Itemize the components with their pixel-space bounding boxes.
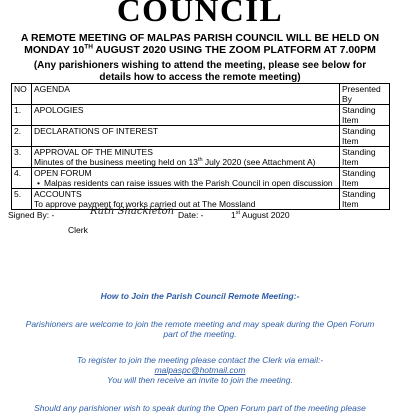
row-number: 5. [12, 189, 32, 210]
council-title: COUNCIL [116, 0, 284, 29]
join-paragraph-welcome: Parishioners are welcome to join the remote meeting and may speak during the Open Forum part of the meeting. [25, 319, 375, 339]
meeting-heading [20, 32, 380, 56]
row-bullet: • Malpas residents can raise issues with the Parish Council in open discussion [34, 178, 337, 188]
row-item-cell [32, 168, 340, 189]
header-no: NO [12, 84, 32, 105]
header-presented-by: Presented By [340, 84, 390, 105]
row-item: APOLOGIES [32, 105, 340, 126]
date-label: Date: - [178, 210, 204, 220]
row-item: OPEN FORUM [34, 168, 92, 178]
row-presented-by: Standing Item [340, 147, 390, 168]
agenda-header-row [12, 84, 390, 105]
join-title: How to Join the Parish Council Remote Meeting:- [100, 291, 300, 301]
date-value [231, 210, 290, 220]
row-item: ACCOUNTS [34, 189, 82, 199]
table-row [12, 147, 390, 168]
row-detail-end: July 2020 (see Attachment A) [202, 157, 316, 167]
register-instruction: To register to join the meeting please contact the Clerk via email:- [76, 355, 324, 365]
row-detail-start: Minutes of the business meeting held on 13 [34, 157, 198, 167]
header-agenda: AGENDA [32, 84, 340, 105]
join-paragraph-speak: Should any parishioner wish to speak during the Open Forum part of the meeting please [34, 403, 366, 413]
row-number: 2. [12, 126, 32, 147]
row-detail: To approve payment for works carried out at The Mossland [34, 199, 256, 209]
date-day: 1 [231, 210, 236, 220]
row-presented-by: Standing Item [340, 126, 390, 147]
join-instructions [20, 291, 380, 413]
row-presented-by: Standing Item [340, 105, 390, 126]
agenda-table [11, 83, 390, 210]
attendance-note-line-2: details how to access the remote meeting) [99, 72, 301, 83]
signatory-role: Clerk [68, 225, 88, 235]
row-item: APPROVAL OF THE MINUTES [34, 147, 153, 157]
row-item-cell [32, 189, 340, 210]
date-month-year: August 2020 [240, 210, 290, 220]
row-detail [34, 157, 337, 167]
table-row [12, 105, 390, 126]
table-row [12, 189, 390, 210]
clerk-signature: Ruth Shackleton [90, 206, 175, 217]
heading-line-2 [20, 44, 380, 56]
heading-line-2-start: MONDAY 10 [24, 44, 85, 56]
row-item-cell [32, 147, 340, 168]
attendance-note-line-1: (Any parishioners wishing to attend the meeting, please see below for [33, 60, 367, 71]
row-item: DECLARATIONS OF INTEREST [32, 126, 340, 147]
row-presented-by: Standing Item [340, 189, 390, 210]
date-ordinal-suffix: st [235, 210, 241, 217]
join-paragraph-register [20, 355, 380, 385]
row-number: 1. [12, 105, 32, 126]
row-number: 3. [12, 147, 32, 168]
table-row [12, 126, 390, 147]
heading-line-1: A REMOTE MEETING OF MALPAS PARISH COUNCIL WILL BE HELD ON [20, 32, 380, 44]
signed-by-label: Signed By: - [8, 210, 55, 220]
row-detail-ordinal-suffix: th [197, 157, 203, 164]
heading-ordinal-suffix: TH [84, 43, 93, 51]
row-presented-by: Standing Item [340, 168, 390, 189]
heading-line-2-end: AUGUST 2020 USING THE ZOOM PLATFORM AT 7.00PM [92, 44, 376, 56]
clerk-email-link[interactable]: malpaspc@hotmail.com [154, 365, 246, 375]
table-row [12, 168, 390, 189]
invite-note: You will then receive an invite to join the meeting. [107, 375, 293, 385]
attendance-note [20, 60, 380, 84]
row-number: 4. [12, 168, 32, 189]
